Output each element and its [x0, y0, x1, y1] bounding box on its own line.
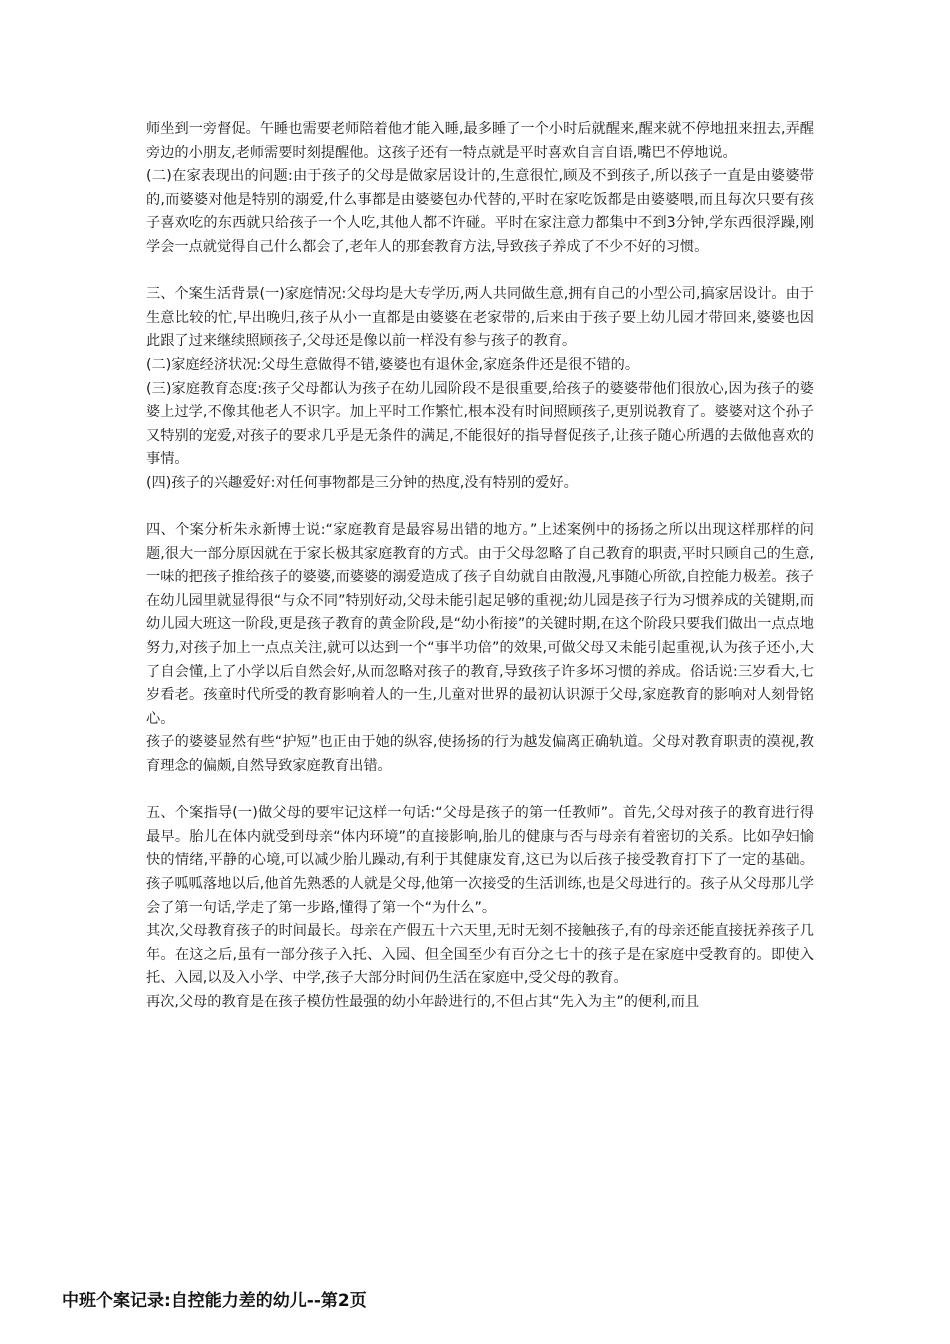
- paragraph: 再次,父母的教育是在孩子模仿性最强的幼小年龄进行的,不但占其“先入为主”的便利,而且: [146, 993, 700, 1010]
- paragraph: (三)家庭教育态度:孩子父母都认为孩子在幼儿园阶段不是很重要,给孩子的婆婆带他们很放心,因为孩子的婆婆上过学,不像其他老人不识字。加上平时工作繁忙,根本没有时间照顾孩子,更别说教育了。婆婆对这个孙子又特别的宠爱,对孩子的要求几乎是无条件的满足,不能很好的指导督促孩子,让孩子随心所遇的去做他喜欢的事情。: [146, 380, 814, 468]
- paragraph: 三、个案生活背景(一)家庭情况:父母均是大专学历,两人共同做生意,拥有自己的小型公司,搞家居设计。由于生意比较的忙,早出晚归,孩子从小一直都是由婆婆在老家带的,后来由于孩子要上幼儿园才带回来,婆婆也因此跟了过来继续照顾孩子,父母还是像以前一样没有参与孩子的教育。: [146, 286, 814, 350]
- page-footer: 中班个案记录:自控能力差的幼儿--第2页: [62, 1291, 367, 1311]
- section-background: [146, 283, 814, 495]
- section-guidance: [146, 802, 814, 1014]
- section-classroom-and-home-problems: [146, 118, 814, 260]
- paragraph: 孩子的婆婆显然有些“护短”也正由于她的纵容,使扬扬的行为越发偏离正确轨道。父母对教育职责的漠视,教育理念的偏颇,自然导致家庭教育出错。: [146, 734, 814, 775]
- paragraph: 师坐到一旁督促。午睡也需要老师陪着他才能入睡,最多睡了一个小时后就醒来,醒来就不停地扭来扭去,弄醒旁边的小朋友,老师需要时刻提醒他。这孩子还有一特点就是平时喜欢自言自语,嘴巴不停地说。: [146, 121, 814, 161]
- document-body: [146, 118, 814, 1038]
- paragraph: (二)在家表现出的问题:由于孩子的父母是做家居设计的,生意很忙,顾及不到孩子,所以孩子一直是由婆婆带的,而婆婆对他是特别的溺爱,什么事都是由婆婆包办代替的,平时在家吃饭都是由婆婆喂,而且每次只要有孩子喜欢吃的东西就只给孩子一个人吃,其他人都不许碰。平时在家注意力都集中不到3分钟,学东西很浮躁,刚学会一点就觉得自己什么都会了,老年人的那套教育方法,导致孩子养成了不少不好的习惯。: [146, 168, 814, 255]
- paragraph: (二)家庭经济状况:父母生意做得不错,婆婆也有退休金,家庭条件还是很不错的。: [146, 356, 640, 373]
- paragraph: 四、个案分析朱永新博士说:“家庭教育是最容易出错的地方。”上述案例中的扬扬之所以出现这样那样的问题,很大一部分原因就在于家长极其家庭教育的方式。由于父母忽略了自己教育的职责,平时只顾自己的生意,一味的把孩子推给孩子的婆婆,而婆婆的溺爱造成了孩子自幼就自由散漫,凡事随心所欲,自控能力极差。孩子在幼儿园里就显得很“与众不同”特别好动,父母未能引起足够的重视;幼儿园是孩子行为习惯养成的关键期,而幼儿园大班这一阶段,更是孩子教育的黄金阶段,是“幼小衔接”的关键时期,在这个阶段只要我们做出一点点地努力,对孩子加上一点点关注,就可以达到一个“事半功倍”的效果,可做父母又未能引起重视,认为孩子还小,大了自会懂,上了小学以后自然会好,从而忽略对孩子的教育,导致孩子许多坏习惯的养成。俗话说:三岁看大,七岁看老。孩童时代所受的教育影响着人的一生,儿童对世界的最初认识源于父母,家庭教育的影响对人刻骨铭心。: [146, 522, 814, 727]
- section-analysis: [146, 519, 814, 779]
- paragraph: 五、个案指导(一)做父母的要牢记这样一句话:“父母是孩子的第一任教师”。首先,父母对孩子的教育进行得最早。胎儿在体内就受到母亲“体内环境”的直接影响,胎儿的健康与否与母亲有着密切的关系。比如孕妇愉快的情绪,平静的心境,可以减少胎儿躁动,有利于其健康发育,这已为以后孩子接受教育打下了一定的基础。孩子呱呱落地以后,他首先熟悉的人就是父母,他第一次接受的生活训练,也是父母进行的。孩子从父母那儿学会了第一句话,学走了第一步路,懂得了第一个“为什么”。: [146, 805, 814, 916]
- paragraph: (四)孩子的兴趣爱好:对任何事物都是三分钟的热度,没有特别的爱好。: [146, 474, 578, 491]
- paragraph: 其次,父母教育孩子的时间最长。母亲在产假五十六天里,无时无刻不接触孩子,有的母亲还能直接抚养孩子几年。在这之后,虽有一部分孩子入托、入园、但全国至少有百分之七十的孩子是在家庭中受教育的。即使入托、入园,以及入小学、中学,孩子大部分时间仍生活在家庭中,受父母的教育。: [146, 923, 814, 987]
